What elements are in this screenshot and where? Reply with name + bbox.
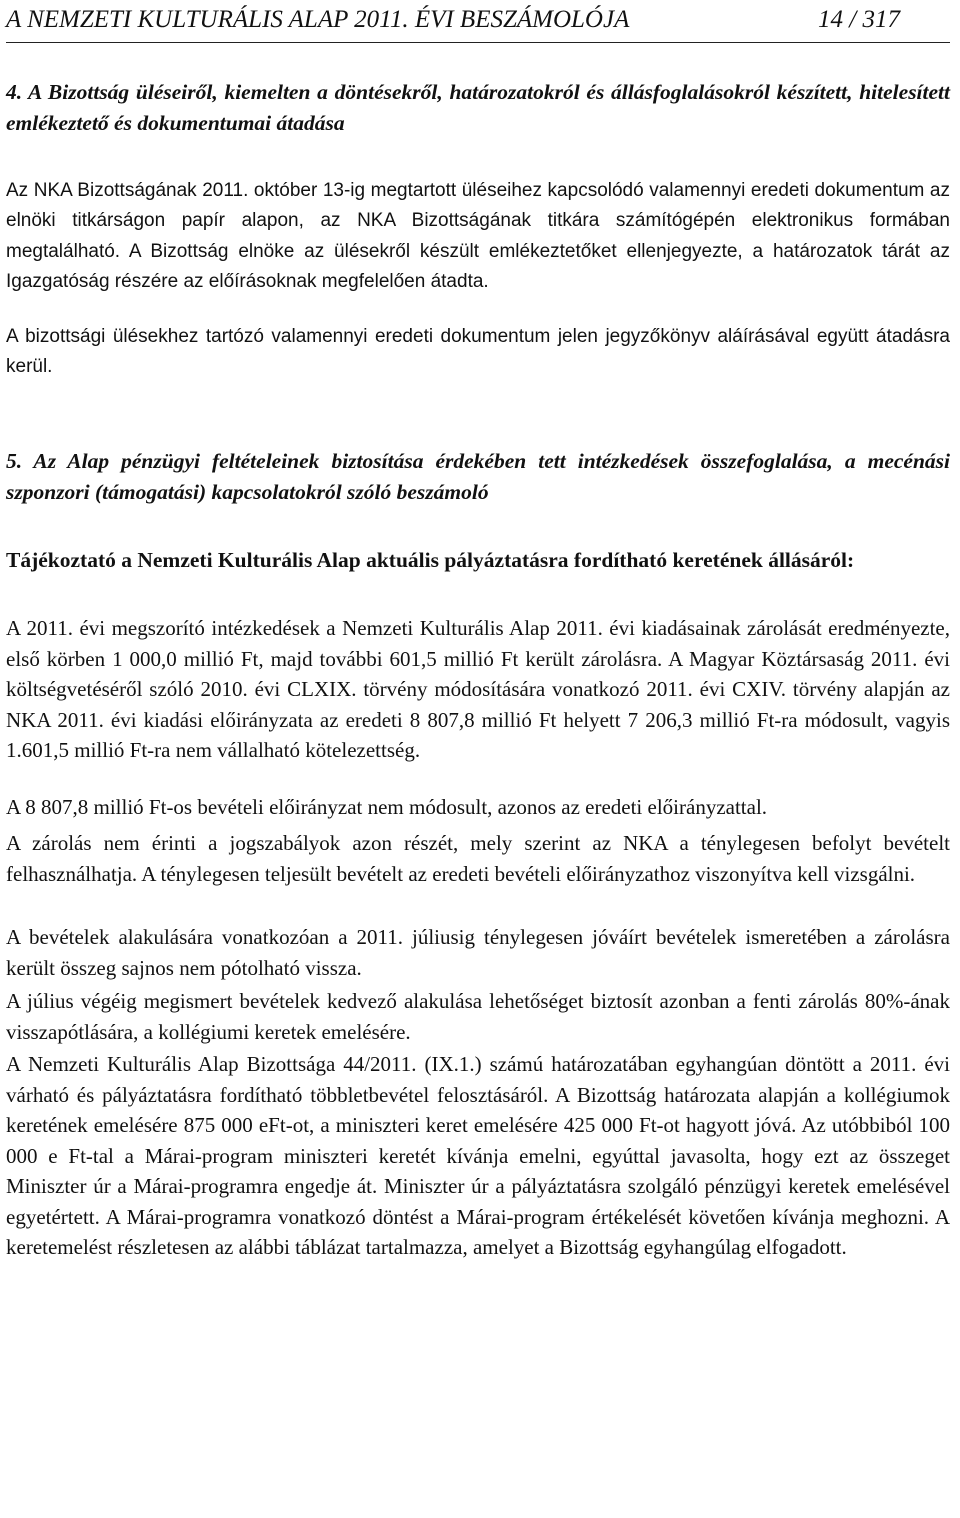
section-5-heading: 5. Az Alap pénzügyi feltételeinek biztosítása érdekében tett intézkedések összefoglalása, a mecénási szponzori (támogatási) kapcsolatokról szóló beszámoló [6, 449, 950, 504]
paragraph: A 8 807,8 millió Ft-os bevételi előirányzat nem módosult, azonos az eredeti előirányzattal. [6, 795, 768, 819]
paragraph: A bevételek alakulására vonatkozóan a 2011. júliusig ténylegesen jóváírt bevételek ismeretében a zárolásra került összeg sajnos nem pótolható vissza. [6, 925, 950, 980]
paragraph: A zárolás nem érinti a jogszabályok azon részét, mely szerint az NKA a ténylegesen befolyt bevételt felhasználhatja. A ténylegesen teljesült bevételt az eredeti bevételi előirányzathoz viszonyítva kell vizsgálni. [6, 831, 950, 886]
header-title: A NEMZETI KULTURÁLIS ALAP 2011. ÉVI BESZÁMOLÓJA [6, 6, 630, 33]
paragraph: A 2011. évi megszorító intézkedések a Nemzeti Kulturális Alap 2011. évi kiadásainak zárolását eredményezte, első körben 1 000,0 millió Ft, majd további 601,5 millió Ft került zárolásra. A Magyar Köztársaság 2011. évi költségvetéséről szóló 2010. évi CLXIX. törvény módosítására vonatkozó 2011. évi CXIV. törvény alapján az NKA 2011. évi kiadási előirányzata az eredeti 8 807,8 millió Ft helyett 7 206,3 millió Ft-ra módosult, vagyis 1.601,5 millió Ft-ra nem vállalható kötelezettség. [6, 616, 950, 762]
page-header [6, 4, 950, 38]
section-4-paragraph-1: Az NKA Bizottságának 2011. október 13-ig megtartott üléseihez kapcsolódó valamennyi eredeti dokumentum az elnöki titkárságon papír alapon, az NKA Bizottságának titkára számítógépén elektronikus formában megtalálható. A Bizottság elnöke az ülésekről készült emlékeztetőket ellenjegyezte, a határozatok tárát az Igazgatóság részére az előírásoknak megfelelően átadta. [6, 180, 950, 292]
page-number: 14 / 317 [818, 6, 900, 33]
section-4-paragraph-2: A bizottsági ülésekhez tartózó valamennyi eredeti dokumentum jelen jegyzőkönyv aláírásával együtt átadásra kerül. [6, 326, 950, 378]
section-5-subheading: Tájékoztató a Nemzeti Kulturális Alap aktuális pályáztatásra fordítható keretének állásáról: [6, 548, 855, 572]
paragraph: A Nemzeti Kulturális Alap Bizottsága 44/2011. (IX.1.) számú határozatában egyhangúan döntött a 2011. évi várható és pályáztatásra fordítható többletbevétel felosztásáról. A Bizottság határozata alapján a kollégiumok keretének emelésére 875 000 eFt-ot, a miniszteri keret emelésére 425 000 Ft-ot hagyott jóvá. Az utóbbiból 100 000 e Ft-tal a Márai-program miniszteri keretét kívánja emelni, egyúttal javasolta, hogy ezt az összeget Miniszter úr a Márai-programra engedje át. Miniszter úr a pályáztatásra szolgáló pénzügyi keretek emelésével egyetértett. A Márai-programra vonatkozó döntést a Márai-program értékelését követően kívánja meghozni. A keretemelést részletesen az alábbi táblázat tartalmazza, amelyet a Bizottság egyhangúlag elfogadott. [6, 1052, 950, 1259]
section-4-heading: 4. A Bizottság üléseiről, kiemelten a döntésekről, határozatokról és állásfoglalásokról készített, hitelesített emlékeztető és dokumentumai átadása [6, 80, 950, 135]
header-divider [6, 42, 950, 43]
paragraph: A július végéig megismert bevételek kedvező alakulása lehetőséget biztosít azonban a fenti zárolás 80%-ának visszapótlására, a kollégiumi keretek emelésére. [6, 989, 950, 1044]
